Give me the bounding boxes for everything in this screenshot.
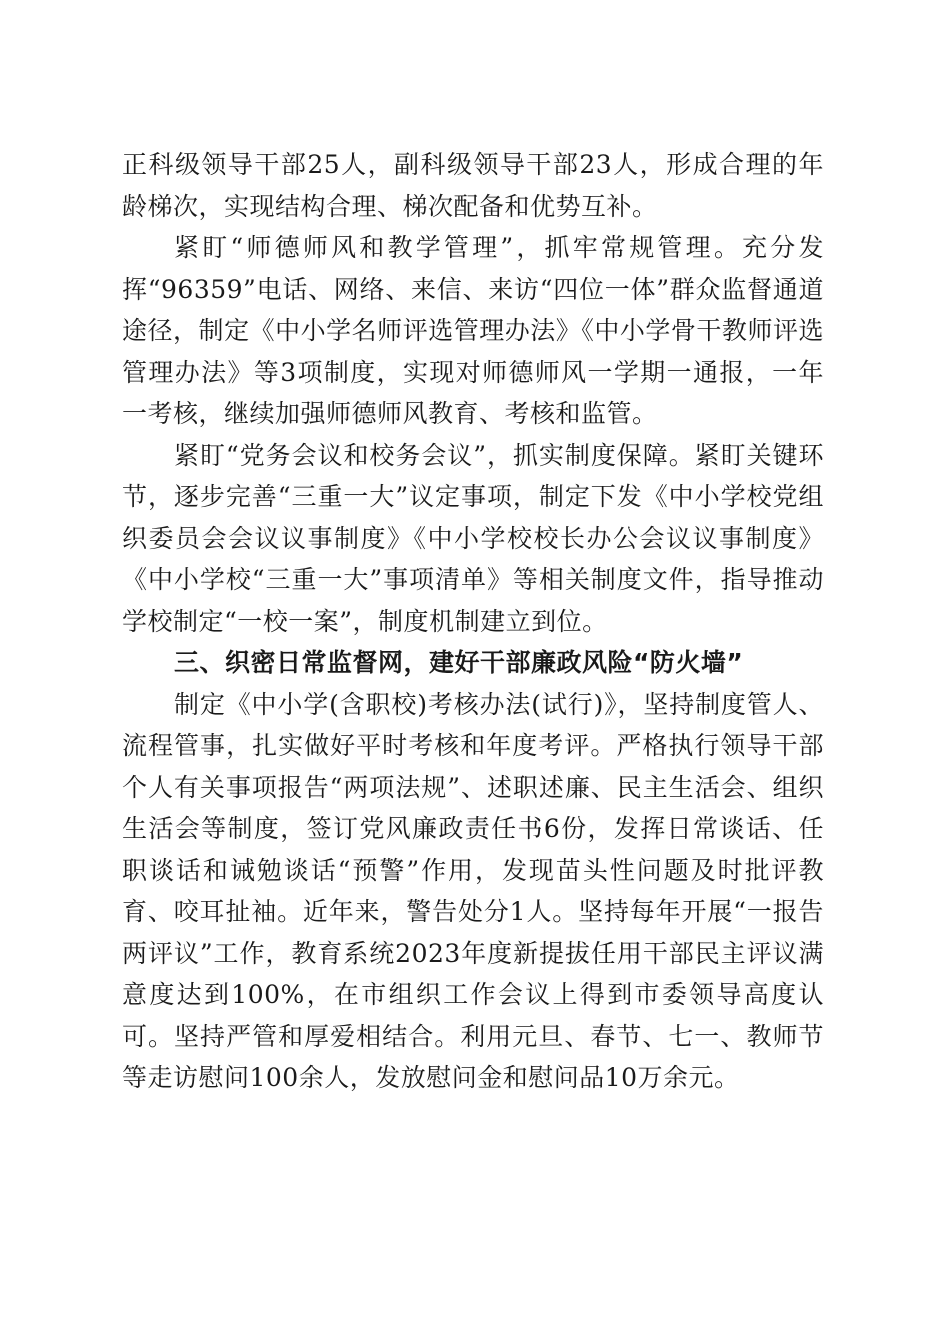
paragraph-continuation: 正科级领导干部25人，副科级领导干部23人，形成合理的年龄梯次，实现结构合理、梯次配备和优势互补。 (122, 150, 824, 221)
paragraph-teacher-ethics: 紧盯“师德师风和教学管理”，抓牢常规管理。充分发挥“96359”电话、网络、来信、来访“四位一体”群众监督通道途径，制定《中小学名师评选管理办法》《中小学骨干教师评选管理办法》等3项制度，实现对师德师风一学期一通报，一年一考核，继续加强师德师风教育、考核和监管。 (122, 233, 824, 428)
paragraph-meeting-system: 紧盯“党务会议和校务会议”，抓实制度保障。紧盯关键环节，逐步完善“三重一大”议定事项，制定下发《中小学校党组织委员会会议议事制度》《中小学校校长办公会议议事制度》《中小学校“三重一大”事项清单》等相关制度文件，指导推动学校制定“一校一案”，制度机制建立到位。 (122, 440, 824, 636)
section-heading: 三、织密日常监督网，建好干部廉政风险“防火墙” (174, 648, 744, 677)
document-page (122, 144, 824, 1099)
paragraph-assessment: 制定《中小学(含职校)考核办法(试行)》，坚持制度管人、流程管事，扎实做好平时考核和年度考评。严格执行领导干部个人有关事项报告“两项法规”、述职述廉、民主生活会、组织生活会等制度，签订党风廉政责任书6份，发挥日常谈话、任职谈话和诫勉谈话“预警”作用，发现苗头性问题及时批评教育、咬耳扯袖。近年来，警告处分1人。坚持每年开展“一报告两评议”工作，教育系统2023年度新提拔任用干部民主评议满意度达到100%，在市组织工作会议上得到市委领导高度认可。坚持严管和厚爱相结合。利用元旦、春节、七一、教师节等走访慰问100余人，发放慰问金和慰问品10万余元。 (122, 689, 824, 1092)
